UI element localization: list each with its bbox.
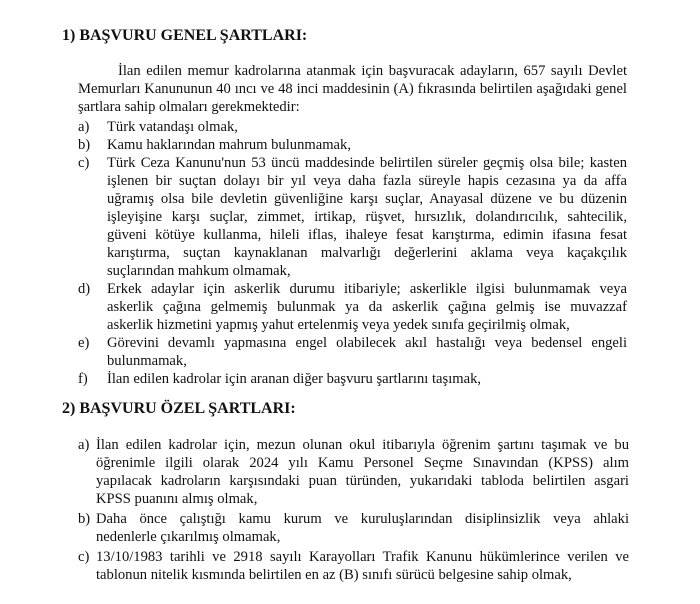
item-2c-line-2: tablonun nitelik kısmında belirtilen en az (B) sınıfı sürücü belgesine sahip olmak, [96, 567, 572, 583]
item-1a-line-1: Türk vatandaşı olmak, [107, 119, 238, 135]
item-2b-line-1: Daha önce çalıştığı kamu kurum ve kuruluşlarından disiplinsizlik veya ahlaki [96, 511, 629, 527]
item-1d-line-2: askerlik çağına gelmemiş bulunmak ya da askerlik çağına gelmiş ise muvazzaf [107, 299, 627, 315]
item-2b-line-2: nedenlerle çıkarılmış olmamak, [96, 529, 281, 545]
item-2c-line-1: 13/10/1983 tarihli ve 2918 sayılı Karayolları Trafik Kanunu hükümlerince verilen ve [96, 549, 629, 565]
intro-line-1: İlan edilen memur kadrolarına atanmak için başvuracak adayların, 657 sayılı Devlet [118, 63, 627, 79]
item-1f-line-1: İlan edilen kadrolar için aranan diğer başvuru şartlarını taşımak, [107, 371, 482, 387]
item-label-2b: b) [78, 511, 91, 527]
item-1e-line-1: Görevini devamlı yapmasına engel olabilecek akıl hastalığı veya bedensel engeli [107, 335, 627, 351]
item-2a-line-1: İlan edilen kadrolar için, mezun olunan okul itibarıyla öğrenim şartını taşımak ve bu [96, 437, 629, 453]
intro-line-3: şartlara sahip olmaları gerekmektedir: [78, 99, 300, 115]
item-label-1f: f) [78, 371, 88, 387]
item-1b-line-1: Kamu haklarından mahrum bulunmamak, [107, 137, 351, 153]
item-label-2c: c) [78, 549, 90, 565]
item-2a-line-4: KPSS puanını almış olmak, [96, 491, 258, 507]
item-1e-line-2: bulunmamak, [107, 353, 187, 369]
item-label-1d: d) [78, 281, 91, 297]
item-label-1e: e) [78, 335, 90, 351]
intro-line-2: Memurları Kanununun 40 ıncı ve 48 inci maddesinin (A) fıkrasında belirtilen aşağıdaki genel [78, 81, 627, 97]
item-1c-line-6: karıştırma, suçtan kaynaklanan malvarlığı değerlerini aklama veya kaçakçılık [107, 245, 627, 261]
item-1d-line-3: askerlik hizmetini yapmış yahut ertelenmiş veya yedek sınıfa geçirilmiş olmak, [107, 317, 570, 333]
item-1c-line-3: uğramış olsa bile devletin güvenliğine karşı suçlar, Anayasal düzene ve bu düzenin [107, 191, 627, 207]
item-1d-line-1: Erkek adaylar için askerlik durumu itibariyle; askerlikle ilgisi bulunmamak veya [107, 281, 627, 297]
section-2-title: 2) BAŞVURU ÖZEL ŞARTLARI: [62, 400, 296, 417]
item-label-1b: b) [78, 137, 91, 153]
item-1c-line-7: suçlarından mahkum olmamak, [107, 263, 291, 279]
item-1c-line-4: işleyişine karşı suçlar, zimmet, irtikap, rüşvet, hırsızlık, dolandırıcılık, sahtecilik, [107, 209, 627, 225]
item-1c-line-2: işlenen bir suçtan dolayı bir yıl veya daha fazla süreyle hapis cezasına ya da affa [107, 173, 627, 189]
item-1c-line-1: Türk Ceza Kanunu'nun 53 üncü maddesinde belirtilen süreler geçmiş olsa bile; kasten [107, 155, 627, 171]
item-2a-line-3: yapılacak kadroların karşısındaki puan türünden, yukarıdaki tabloda belirtilen asgari [96, 473, 629, 489]
item-label-1c: c) [78, 155, 90, 171]
item-label-1a: a) [78, 119, 90, 135]
section-1-title: 1) BAŞVURU GENEL ŞARTLARI: [62, 27, 308, 44]
item-2a-line-2: öğrenimle ilgili olarak 2024 yılı Kamu Personel Seçme Sınavından (KPSS) alım [96, 455, 629, 471]
item-1c-line-5: güveni kötüye kullanma, hileli iflas, ihaleye fesat karıştırma, edimin ifasına fesat [107, 227, 627, 243]
item-label-2a: a) [78, 437, 90, 453]
